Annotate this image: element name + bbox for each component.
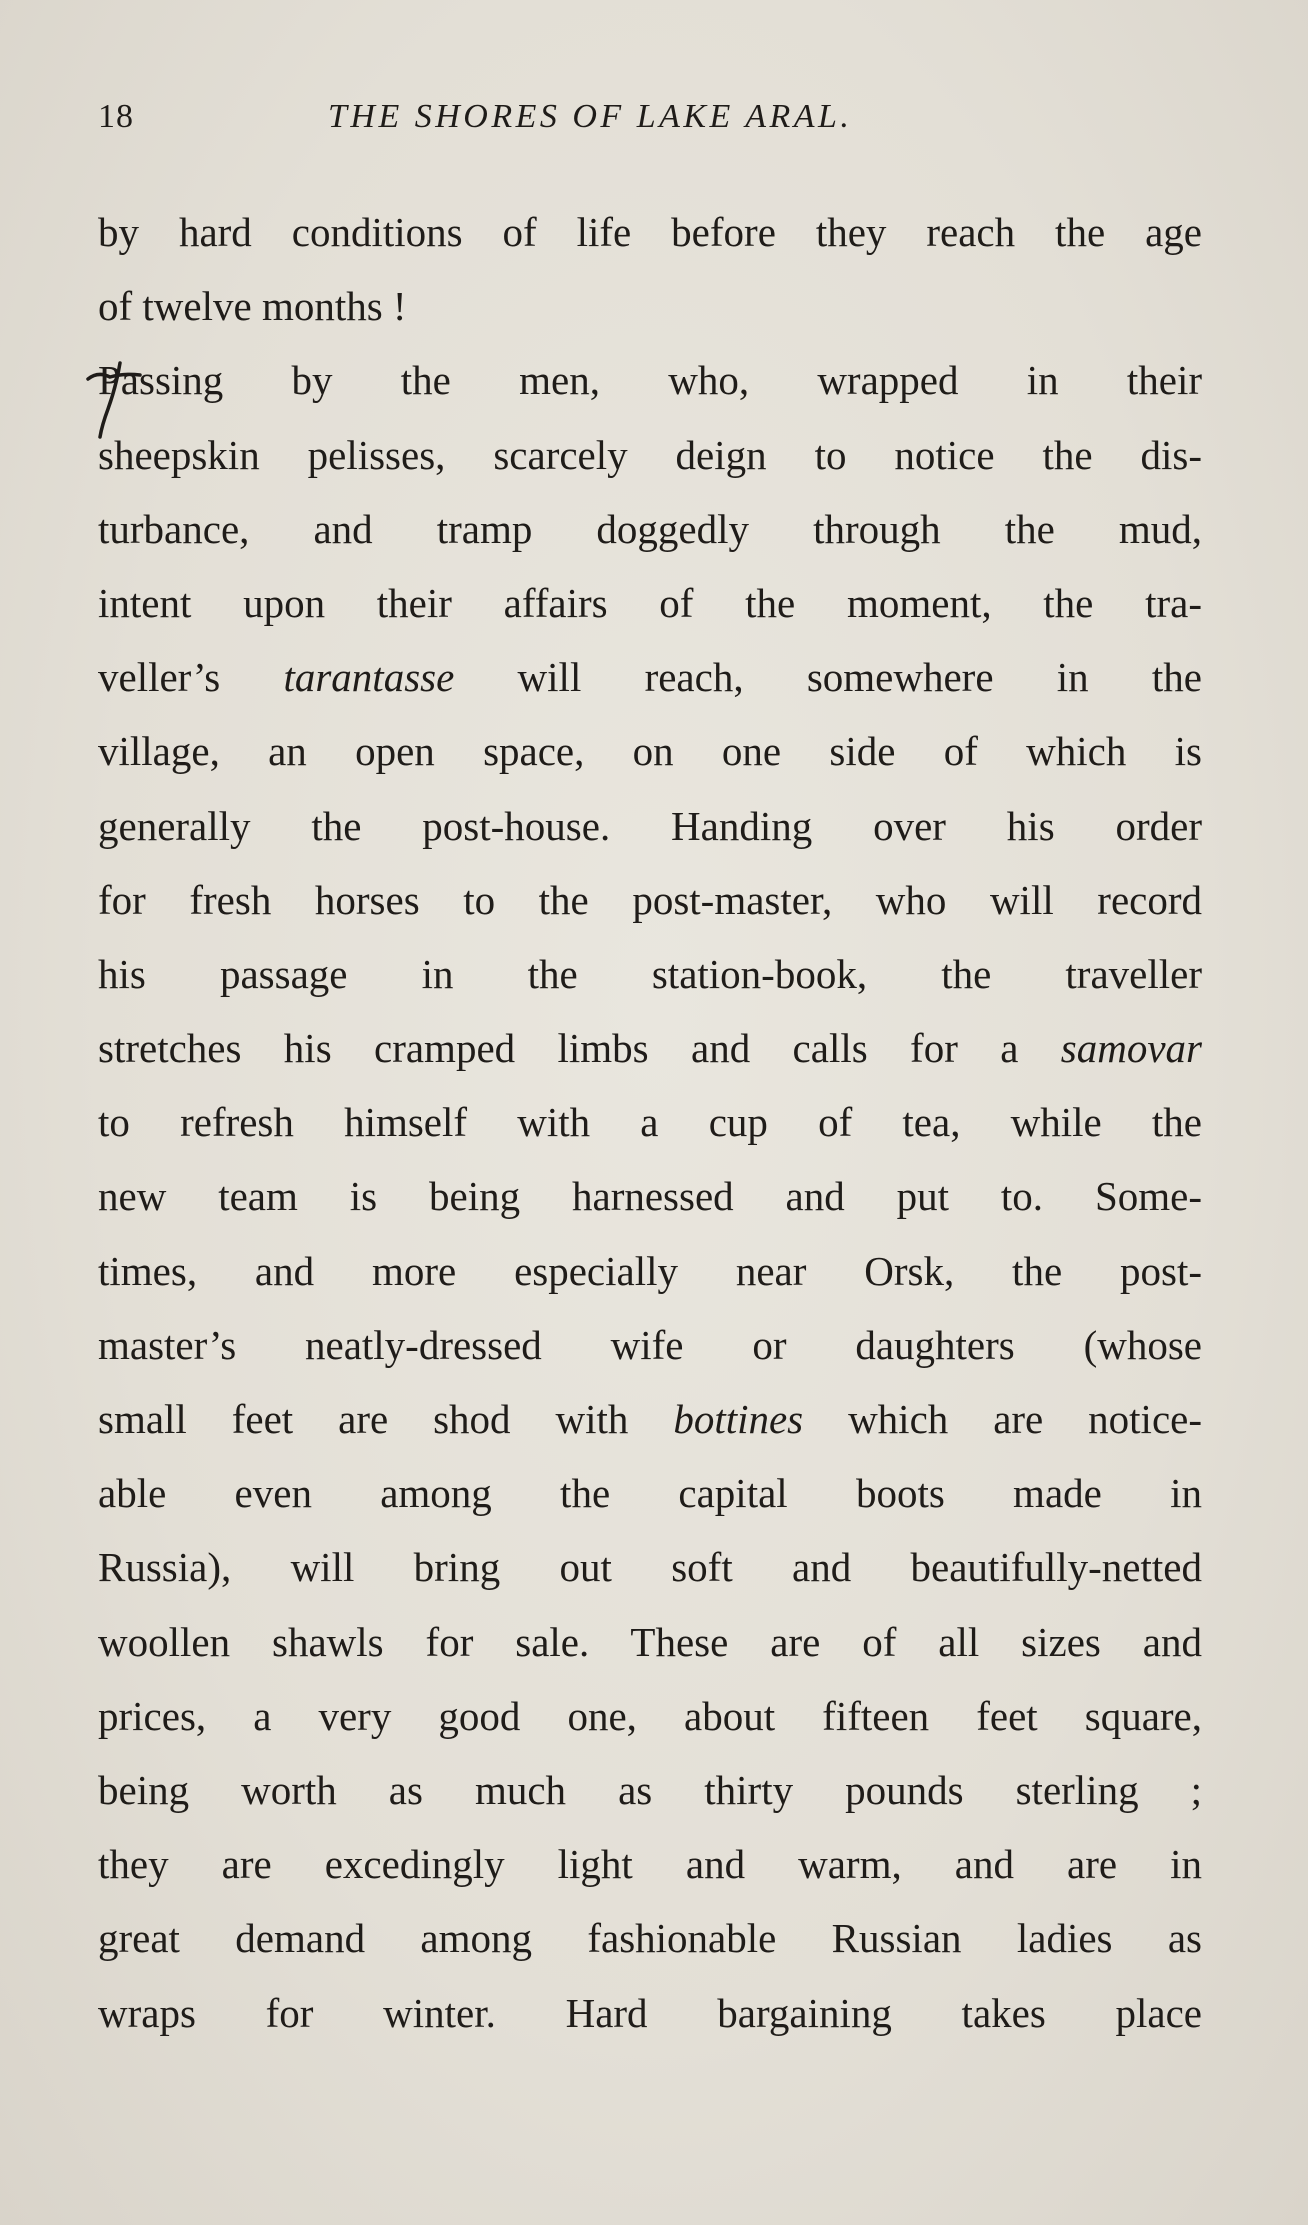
running-head	[98, 98, 1208, 148]
italic-term: bottines	[673, 1396, 804, 1442]
text-line: master’s neatly-dressed wife or daughters (whose	[98, 1321, 1202, 1368]
italic-term: tarantasse	[283, 654, 455, 701]
text-line: able even among the capital boots made in	[98, 1470, 1202, 1517]
text-line: great demand among fashionable Russian ladies as	[98, 1915, 1202, 1962]
text-line: prices, a very good one, about fifteen feet square,	[98, 1692, 1202, 1739]
text-line: they are excedingly light and warm, and are in	[98, 1841, 1202, 1888]
text-line: Russia), will bring out soft and beautifully-netted	[98, 1544, 1202, 1591]
text-line: times, and more especially near Orsk, the post-	[98, 1247, 1202, 1294]
text-line: Passing by the men, who, wrapped in their	[98, 343, 1202, 417]
text-line: sheepskin pelisses, scarcely deign to notice the dis-	[98, 431, 1202, 478]
text-line: his passage in the station-book, the traveller	[98, 950, 1202, 997]
text-line: generally the post-house. Handing over his order	[98, 802, 1202, 849]
text-line: veller’s tarantasse will reach, somewhere in the	[98, 654, 1202, 701]
text-line: woollen shawls for sale. These are of all sizes and	[98, 1618, 1202, 1665]
text-line: new team is being harnessed and put to. Some-	[98, 1173, 1202, 1220]
running-title: THE SHORES OF LAKE ARAL.	[328, 98, 853, 135]
text-line: to refresh himself with a cup of tea, while the	[98, 1099, 1202, 1146]
text-line: intent upon their affairs of the moment, the tra-	[98, 579, 1202, 626]
text-line: small feet are shod with bottines which are notice-	[98, 1396, 1203, 1442]
page-number: 18	[98, 98, 134, 135]
text-line: being worth as much as thirty pounds sterling ;	[98, 1766, 1202, 1813]
text-line: stretches his cramped limbs and calls for a samovar	[98, 1025, 1202, 1072]
italic-term: samovar	[1060, 1025, 1202, 1072]
text-line: of twelve months !	[98, 283, 407, 330]
text-line: for fresh horses to the post-master, who will record	[98, 876, 1202, 923]
text-line: turbance, and tramp doggedly through the mud,	[98, 505, 1202, 552]
handwritten-mark-icon	[86, 357, 156, 441]
text-line: wraps for winter. Hard bargaining takes place	[98, 1989, 1202, 2036]
text-line: village, an open space, on one side of which is	[98, 728, 1202, 775]
text-line: by hard conditions of life before they reach the age	[98, 209, 1202, 255]
body-text	[98, 195, 1202, 2050]
